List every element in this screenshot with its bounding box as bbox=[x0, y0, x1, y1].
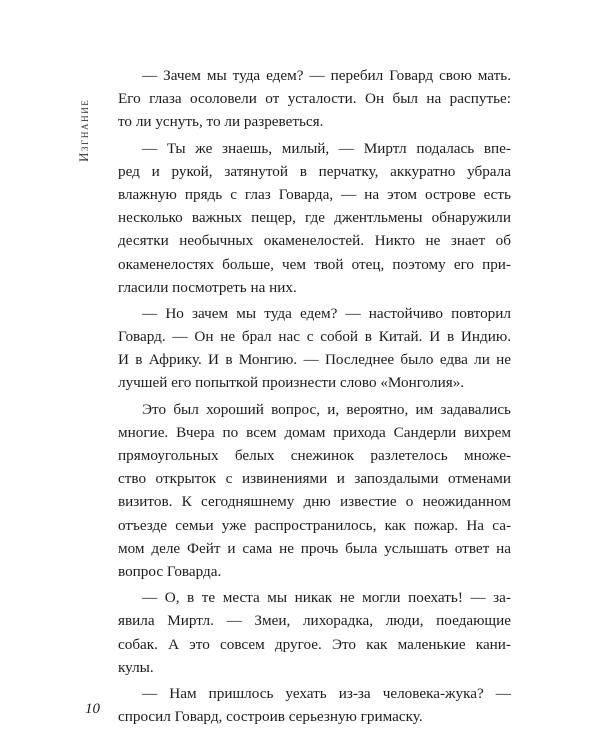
text-line: несколько важных пещер, где джентльмены обнаружили bbox=[118, 209, 511, 227]
text-line: вопрос Говарда. bbox=[118, 562, 222, 580]
text-line: Его глаза осоловели от усталости. Он был на распутье: bbox=[118, 90, 511, 108]
running-head bbox=[76, 82, 92, 162]
text-line: Это был хороший вопрос, и, вероятно, им задавались bbox=[142, 400, 511, 418]
text-line: ство открыток с извинениями и запоздалыми отменами bbox=[118, 470, 511, 488]
text-line: мом деле Фейт и сама не прочь была услышать ответ на bbox=[118, 539, 511, 557]
paragraph bbox=[118, 398, 511, 584]
text-line: отъезде семьи уже распространилось, как пожар. На са- bbox=[118, 516, 511, 534]
text-line: гласили посмотреть на них. bbox=[118, 278, 297, 296]
text-line: — Нам пришлось уехать из-за человека-жука? — bbox=[142, 684, 511, 702]
text-line: — Зачем мы туда едем? — перебил Говард свою мать. bbox=[142, 67, 511, 84]
text-line: собак. А это совсем другое. Это как маленькие кани- bbox=[118, 635, 511, 653]
text-line: ред и рукой, затянутой в перчатку, аккуратно убрала bbox=[118, 162, 511, 180]
text-line: — Ты же знаешь, милый, — Миртл подалась впе- bbox=[142, 139, 511, 157]
text-line: влажную прядь с глаз Говарда, — на этом острове есть bbox=[118, 185, 511, 203]
text-line: то ли уснуть, то ли разреветься. bbox=[118, 113, 324, 131]
text-line: лучшей его попыткой произнести слово «Монголия». bbox=[118, 374, 465, 392]
paragraph bbox=[118, 682, 511, 728]
text-line: прямоугольных белых снежинок разлетелось множе- bbox=[118, 447, 511, 464]
page-number: 10 bbox=[85, 701, 100, 717]
text-line: визитов. К сегодняшнему дню известие о неожиданном bbox=[118, 493, 511, 511]
paragraph bbox=[118, 586, 511, 679]
text-line: — Но зачем мы туда едем? — настойчиво повторил bbox=[142, 304, 511, 322]
paragraph bbox=[118, 64, 511, 134]
running-head-text: Изгнание bbox=[76, 98, 91, 162]
text-line: спросил Говард, состроив серьезную гримаску. bbox=[118, 708, 423, 726]
text-line: кулы. bbox=[118, 658, 154, 676]
body-text bbox=[118, 64, 511, 728]
text-line: окаменелостях больше, чем твой отец, поэтому его при- bbox=[118, 255, 511, 273]
text-line: десятки необычных окаменелостей. Никто не знает об bbox=[118, 232, 511, 250]
paragraph bbox=[118, 302, 511, 395]
text-line: И в Африку. И в Монгию. — Последнее было едва ли не bbox=[118, 351, 511, 369]
text-line: явила Миртл. — Змеи, лихорадка, люди, поедающие bbox=[118, 612, 511, 630]
text-line: — О, в те места мы никак не могли поехать! — за- bbox=[142, 589, 511, 607]
paragraph bbox=[118, 137, 511, 299]
text-line: Говард. — Он не брал нас с собой в Китай. И в Индию. bbox=[118, 328, 511, 346]
text-line: многие. Вчера по всем домам прихода Сандерли вихрем bbox=[118, 423, 511, 441]
